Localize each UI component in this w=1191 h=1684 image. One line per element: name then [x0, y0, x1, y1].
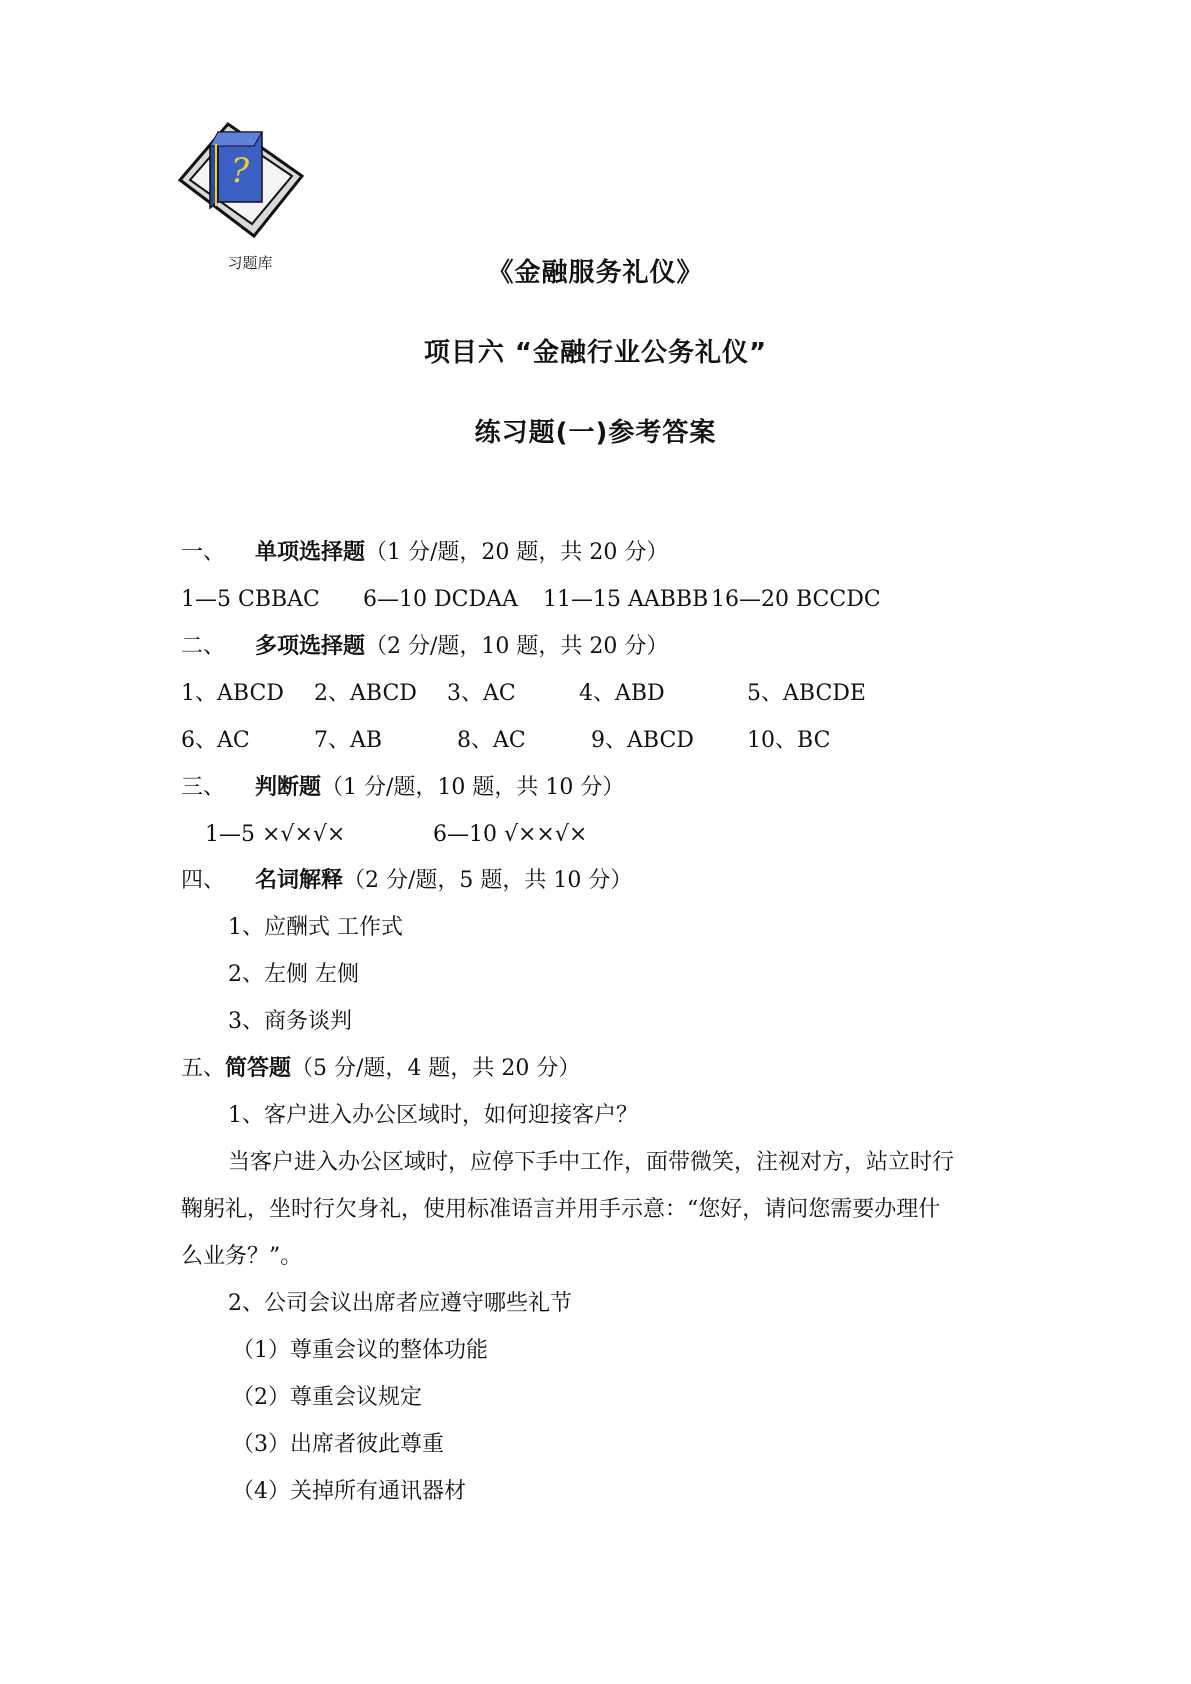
term-answer: 3、商务谈判 — [228, 1009, 352, 1034]
answer-item: 1、ABCD — [181, 681, 284, 706]
section-num: 四、 — [181, 868, 226, 893]
section-score: （2 分/题，10 题，共 20 分） — [365, 634, 669, 659]
logo-caption: 习题库 — [227, 254, 273, 272]
answer-group: 1—5 CBBAC — [181, 587, 320, 612]
section-4-heading — [181, 866, 632, 896]
svg-text:?: ? — [230, 151, 250, 191]
answer-2-point: （2）尊重会议规定 — [232, 1385, 422, 1410]
section-score: （2 分/题，5 题，共 10 分） — [343, 868, 633, 893]
question-2: 2、公司会议出席者应遵守哪些礼节 — [228, 1291, 572, 1316]
project-title: 项目六 “金融行业公务礼仪” — [423, 338, 768, 368]
section-num: 一、 — [181, 540, 226, 565]
answer-item: 5、ABCDE — [747, 681, 866, 706]
answer-group: 11—15 AABBB — [543, 587, 709, 612]
answer-item: 2、ABCD — [314, 681, 417, 706]
section-score: （1 分/题，20 题，共 20 分） — [365, 540, 669, 565]
section-num: 三、 — [181, 775, 226, 800]
section-name: 名词解释 — [255, 868, 344, 893]
answer-item: 9、ABCD — [591, 728, 694, 753]
question-book-icon — [176, 118, 306, 243]
answer-1-line: 当客户进入办公区域时，应停下手中工作，面带微笑，注视对方，站立时行 — [228, 1150, 955, 1175]
section-score: （5 分/题，4 题，共 20 分） — [291, 1056, 581, 1081]
section-2-answers-row-1 — [181, 679, 1081, 709]
answer-item: 3、AC — [447, 681, 516, 706]
answer-item: 10、BC — [747, 728, 831, 753]
section-5-heading — [181, 1054, 580, 1084]
section-2-heading — [181, 632, 668, 662]
answer-1-line: 鞠躬礼，坐时行欠身礼，使用标准语言并用手示意：“您好，请问您需要办理什 — [181, 1197, 941, 1222]
section-score: （1 分/题，10 题，共 10 分） — [321, 775, 625, 800]
answer-item: 8、AC — [457, 728, 526, 753]
section-name: 多项选择题 — [255, 634, 366, 659]
section-num: 二、 — [181, 634, 226, 659]
exercise-title: 练习题(一)参考答案 — [474, 418, 717, 448]
section-1-heading — [181, 538, 668, 568]
answer-item: 6、AC — [181, 728, 250, 753]
answer-2-point: （4）关掉所有通讯器材 — [232, 1479, 466, 1504]
course-title: 《金融服务礼仪》 — [487, 258, 704, 288]
section-3-heading — [181, 773, 624, 803]
section-2-answers-row-2 — [181, 726, 1081, 756]
answer-group: 6—10 DCDAA — [363, 587, 518, 612]
section-name: 判断题 — [255, 775, 322, 800]
term-answer: 2、左侧 左侧 — [228, 962, 359, 987]
answer-2-point: （1）尊重会议的整体功能 — [232, 1338, 488, 1363]
section-3-answers — [205, 820, 905, 850]
answer-1-line: 么业务？”。 — [181, 1244, 303, 1269]
section-num: 五、 — [181, 1056, 226, 1081]
term-answer: 1、应酬式 工作式 — [228, 915, 403, 940]
answer-item: 7、AB — [314, 728, 383, 753]
answer-group: 16—20 BCCDC — [711, 587, 881, 612]
section-name: 简答题 — [225, 1056, 292, 1081]
section-1-answers — [181, 585, 1081, 615]
answer-group: 1—5 ×√×√× — [205, 822, 346, 847]
section-name: 单项选择题 — [255, 540, 366, 565]
answer-2-point: （3）出席者彼此尊重 — [232, 1432, 444, 1457]
answer-item: 4、ABD — [579, 681, 665, 706]
answer-group: 6—10 √××√× — [433, 822, 588, 847]
question-1: 1、客户进入办公区域时，如何迎接客户？ — [228, 1103, 638, 1128]
